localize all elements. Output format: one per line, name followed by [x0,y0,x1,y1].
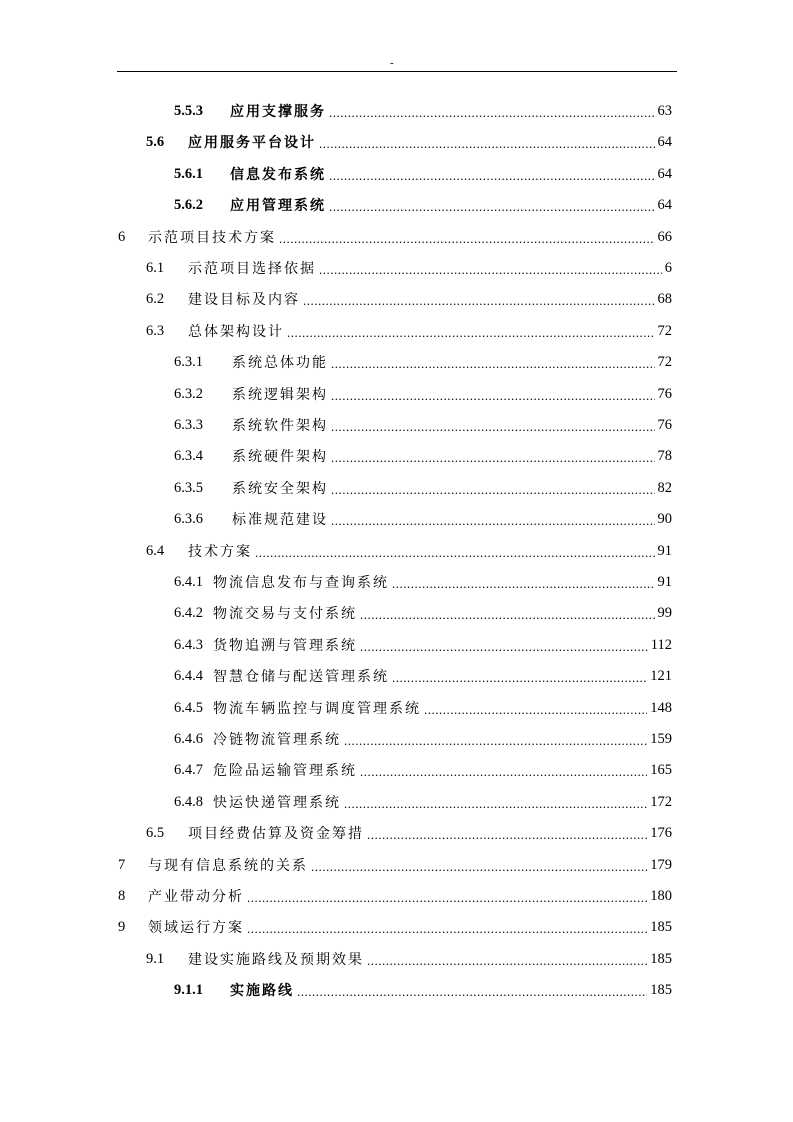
toc-entry-page: 179 [650,856,672,873]
toc-entry-title: 系统总体功能 [232,355,328,371]
toc-entry-number: 6.3 [146,322,165,339]
toc-entry-number: 6.4.6 [174,730,203,747]
toc-entry-number: 5.5.3 [174,102,203,119]
toc-entry-number: 5.6.2 [174,196,203,213]
toc-entry-page: 82 [657,479,672,496]
toc-entry-title: 技术方案 [188,544,252,560]
toc-entry-title: 产业带动分析 [148,889,244,905]
toc-entry-page: 91 [657,573,672,590]
toc-entry-page: 159 [650,730,672,747]
toc-entry-number: 6.5 [146,824,165,841]
toc-entry-title: 信息发布系统 [230,167,326,183]
header-rule [117,71,677,72]
toc-dot-leader [329,168,655,184]
toc-entry-page: 172 [650,793,672,810]
toc-entry[interactable] [174,693,672,723]
toc-entry-page: 121 [650,667,672,684]
toc-entry-title: 实施路线 [230,983,294,999]
toc-entry-number: 6.3.4 [174,447,203,464]
toc-entry-page: 185 [650,981,672,998]
toc-dot-leader [329,199,655,215]
toc-dot-leader [360,764,647,780]
toc-entry[interactable] [118,912,672,942]
toc-entry-page: 99 [657,604,672,621]
toc-entry-number: 6.2 [146,290,165,307]
toc-entry-title: 领域运行方案 [148,920,244,936]
toc-entry[interactable] [146,127,672,157]
toc-entry-number: 6.3.2 [174,385,203,402]
toc-entry-number: 9.1 [146,950,165,967]
toc-entry-title: 标准规范建设 [232,512,328,528]
toc-entry-title: 系统逻辑架构 [232,387,328,403]
toc-entry[interactable] [146,253,672,283]
toc-entry-number: 6.4 [146,542,165,559]
toc-entry[interactable] [118,222,672,252]
toc-dot-leader [297,984,647,1000]
toc-entry[interactable] [174,190,672,220]
toc-entry[interactable] [174,504,672,534]
toc-entry-title: 危险品运输管理系统 [213,763,357,779]
toc-entry-number: 6.4.1 [174,573,203,590]
toc-entry-title: 快运快递管理系统 [213,795,341,811]
toc-entry[interactable] [174,347,672,377]
toc-dot-leader [392,670,647,686]
toc-entry[interactable] [174,96,672,126]
toc-entry[interactable] [146,316,672,346]
toc-entry-number: 6.3.1 [174,353,203,370]
toc-entry[interactable] [174,630,672,660]
toc-entry[interactable] [174,975,672,1005]
toc-dot-leader [311,859,647,875]
toc-dot-leader [319,262,662,278]
toc-entry-page: 64 [657,196,672,213]
toc-entry-page: 176 [650,824,672,841]
toc-entry-number: 5.6 [146,133,165,150]
toc-entry-page: 148 [650,699,672,716]
toc-entry-page: 72 [657,353,672,370]
toc-entry-page: 72 [657,322,672,339]
toc-entry-number: 6.3.6 [174,510,203,527]
toc-dot-leader [255,545,655,561]
toc-entry-title: 应用管理系统 [230,198,326,214]
toc-entry-title: 项目经费估算及资金筹措 [188,826,364,842]
toc-entry-number: 6.4.4 [174,667,203,684]
toc-dot-leader [360,607,655,623]
toc-entry[interactable] [174,661,672,691]
toc-dot-leader [367,953,647,969]
toc-entry-page: 76 [657,385,672,402]
toc-entry-number: 7 [118,856,126,873]
toc-entry-title: 与现有信息系统的关系 [148,858,308,874]
toc-entry-number: 6 [118,228,126,245]
toc-dot-leader [303,293,655,309]
toc-entry-title: 冷链物流管理系统 [213,732,341,748]
toc-entry[interactable] [174,787,672,817]
toc-entry-title: 系统硬件架构 [232,449,328,465]
toc-entry-title: 建设实施路线及预期效果 [188,952,364,968]
toc-dot-leader [367,827,647,843]
toc-dot-leader [247,890,647,906]
toc-entry[interactable] [174,473,672,503]
toc-dot-leader [287,325,655,341]
toc-entry-page: 64 [657,165,672,182]
toc-entry-page: 185 [650,950,672,967]
toc-entry-number: 6.4.7 [174,761,203,778]
toc-entry-title: 物流信息发布与查询系统 [213,575,389,591]
toc-entry-number: 6.3.5 [174,479,203,496]
toc-entry[interactable] [174,159,672,189]
toc-dot-leader [360,639,648,655]
toc-entry[interactable] [174,598,672,628]
toc-entry-page: 91 [657,542,672,559]
header-mark: - [390,57,394,69]
toc-entry[interactable] [174,441,672,471]
toc-dot-leader [344,796,647,812]
toc-dot-leader [331,450,655,466]
toc-entry-number: 6.4.8 [174,793,203,810]
toc-entry-page: 68 [657,290,672,307]
toc-entry-title: 总体架构设计 [188,324,284,340]
toc-entry[interactable] [118,881,672,911]
toc-entry-page: 112 [650,636,672,653]
toc-entry-page: 90 [657,510,672,527]
toc-entry-page: 165 [650,761,672,778]
toc-entry[interactable] [174,724,672,754]
toc-entry-title: 应用支撑服务 [230,104,326,120]
toc-entry[interactable] [146,284,672,314]
toc-entry-number: 9 [118,918,126,935]
toc-entry[interactable] [146,818,672,848]
toc-entry[interactable] [174,567,672,597]
toc-entry-page: 6 [664,259,672,276]
toc-entry-title: 建设目标及内容 [188,292,300,308]
toc-entry-number: 6.4.5 [174,699,203,716]
toc-entry-page: 64 [657,133,672,150]
toc-dot-leader [331,356,655,372]
toc-dot-leader [424,702,647,718]
toc-entry-number: 8 [118,887,126,904]
toc-entry-page: 66 [657,228,672,245]
toc-entry-title: 物流车辆监控与调度管理系统 [213,701,421,717]
toc-dot-leader [331,482,655,498]
toc-entry-title: 物流交易与支付系统 [213,606,357,622]
toc-entry-title: 系统软件架构 [232,418,328,434]
toc-entry[interactable] [146,536,672,566]
toc-entry-title: 示范项目选择依据 [188,261,316,277]
toc-entry-number: 6.4.3 [174,636,203,653]
toc-dot-leader [279,231,655,247]
toc-entry-page: 180 [650,887,672,904]
toc-entry-title: 系统安全架构 [232,481,328,497]
toc-dot-leader [392,576,655,592]
toc-entry-page: 78 [657,447,672,464]
toc-dot-leader [329,105,655,121]
toc-entry-page: 76 [657,416,672,433]
toc-entry-title: 智慧仓储与配送管理系统 [213,669,389,685]
toc-entry-number: 5.6.1 [174,165,203,182]
toc-entry-number: 6.3.3 [174,416,203,433]
toc-dot-leader [331,388,655,404]
toc-entry-page: 63 [657,102,672,119]
toc-entry-number: 6.1 [146,259,165,276]
toc-dot-leader [344,733,647,749]
toc-entry[interactable] [174,410,672,440]
toc-entry-number: 6.4.2 [174,604,203,621]
toc-entry-page: 185 [650,918,672,935]
toc-dot-leader [247,921,647,937]
toc-entry[interactable] [146,944,672,974]
toc-entry-title: 示范项目技术方案 [148,230,276,246]
toc-entry-title: 货物追溯与管理系统 [213,638,357,654]
toc-entry[interactable] [174,755,672,785]
toc-dot-leader [331,513,655,529]
toc-dot-leader [319,136,655,152]
toc-dot-leader [331,419,655,435]
toc-entry[interactable] [118,850,672,880]
toc-entry-number: 9.1.1 [174,981,203,998]
toc-entry-title: 应用服务平台设计 [188,135,316,151]
toc-entry[interactable] [174,379,672,409]
